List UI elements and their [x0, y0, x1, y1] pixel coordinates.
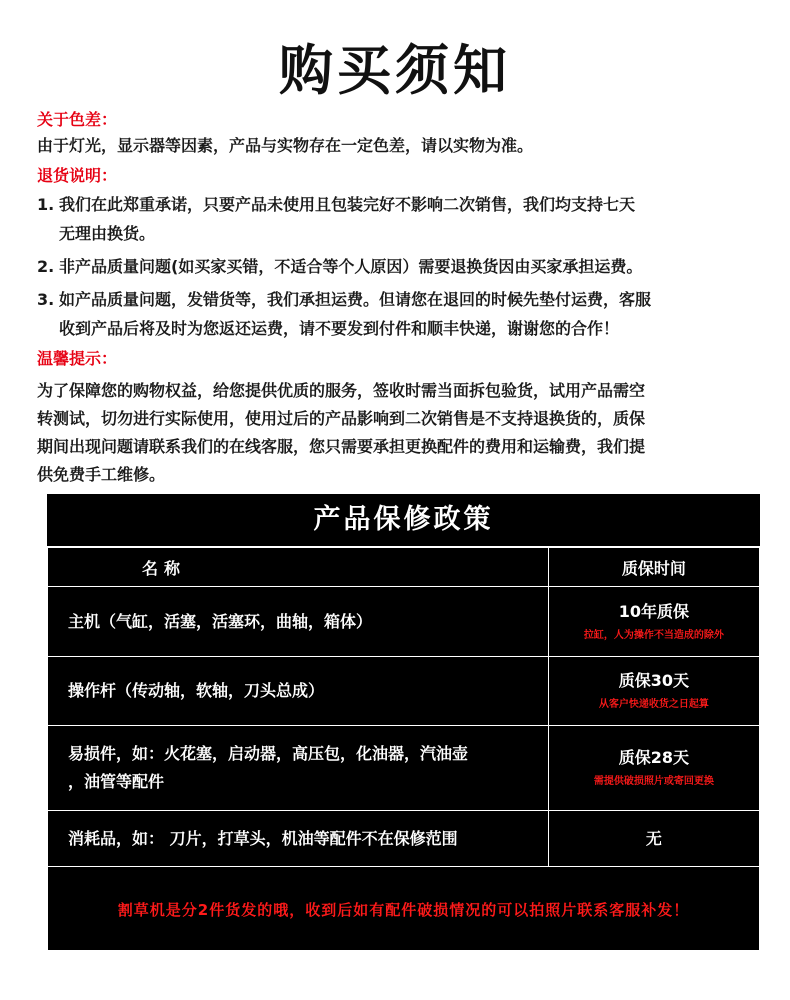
return-item-text: 非产品质量问题(如买家买错，不适合等个人原因）需要退换货因由买家承担运费。 — [59, 257, 643, 276]
table-row — [48, 657, 760, 726]
table-row — [48, 587, 760, 657]
return-item-text: 我们在此郑重承诺，只要产品未使用且包装完好不影响二次销售，我们均支持七天 — [59, 195, 636, 214]
column-header-name: 名称 — [48, 548, 549, 587]
return-item-2 — [37, 252, 767, 281]
return-item-text-cont: 收到产品后将及时为您返还运费，请不要发到付件和顺丰快递，谢谢您的合作！ — [59, 319, 620, 338]
item-name-text: 操作杆（传动轴，软轴，刀头总成） — [68, 681, 325, 700]
color-diff-heading: 关于色差： — [37, 110, 118, 129]
warranty-note: 拉缸，人为操作不当造成的除外 — [583, 629, 724, 641]
item-name-text: 主机（气缸，活塞，活塞环，曲轴，箱体） — [68, 611, 373, 631]
warranty-note: 需提供破损照片或寄回更换 — [593, 776, 714, 787]
tips-heading: 温馨提示： — [37, 349, 118, 368]
item-time — [548, 811, 759, 867]
return-item-1 — [37, 190, 767, 248]
table-row — [48, 811, 760, 867]
item-name — [48, 587, 549, 657]
warranty-period: 质保30天 — [618, 671, 689, 690]
item-time — [548, 657, 759, 726]
return-item-text-cont: 无理由换货。 — [59, 224, 156, 243]
color-diff-text: 由于灯光，显示器等因素，产品与实物存在一定色差，请以实物为准。 — [37, 136, 534, 155]
footer-row — [48, 867, 760, 953]
return-item-number: 3. — [37, 290, 55, 309]
tips-line: 转测试，切勿进行实际使用，使用过后的产品影响到二次销售是不支持退换货的，质保 — [37, 409, 646, 428]
return-item-3 — [37, 285, 767, 343]
shipping-notice: 割草机是分2件货发的哦，收到后如有配件破损情况的可以拍照片联系客服补发！ — [48, 867, 760, 953]
warranty-period: 10年质保 — [618, 601, 689, 621]
item-name — [48, 657, 549, 726]
table-header-row — [48, 548, 760, 587]
item-time — [548, 726, 759, 811]
tips-line: 为了保障您的购物权益，给您提供优质的服务，签收时需当面拆包验货，试用产品需空 — [37, 381, 646, 400]
returns-heading: 退货说明： — [37, 166, 118, 185]
tips-line: 期间出现问题请联系我们的在线客服，您只需要承担更换配件的费用和运输费，我们提 — [37, 437, 646, 456]
item-name-text-cont: ，油管等配件 — [68, 772, 165, 791]
column-header-time: 质保时间 — [548, 548, 759, 587]
return-item-number: 1. — [37, 195, 55, 214]
item-name — [48, 811, 549, 867]
item-name — [48, 726, 549, 811]
return-item-number: 2. — [37, 257, 55, 276]
warranty-title: 产品保修政策 — [47, 494, 760, 547]
item-time — [548, 587, 759, 657]
warranty-panel — [47, 494, 760, 950]
page-title: 购买须知 — [279, 39, 511, 102]
item-name-text: 消耗品，如： 刀片，打草头，机油等配件不在保修范围 — [68, 828, 458, 848]
warranty-note: 从客户快递收货之日起算 — [598, 699, 709, 710]
table-row — [48, 726, 760, 811]
warranty-table — [47, 547, 760, 953]
item-name-text: 易损件，如：火花塞，启动器，高压包，化油器，汽油壶 — [68, 744, 469, 763]
tips-line: 供免费手工维修。 — [37, 465, 166, 484]
warranty-period: 无 — [645, 828, 662, 848]
warranty-period: 质保28天 — [618, 748, 689, 767]
return-item-text: 如产品质量问题，发错货等，我们承担运费。但请您在退回的时候先垫付运费，客服 — [59, 290, 652, 309]
notes-section — [37, 108, 767, 489]
